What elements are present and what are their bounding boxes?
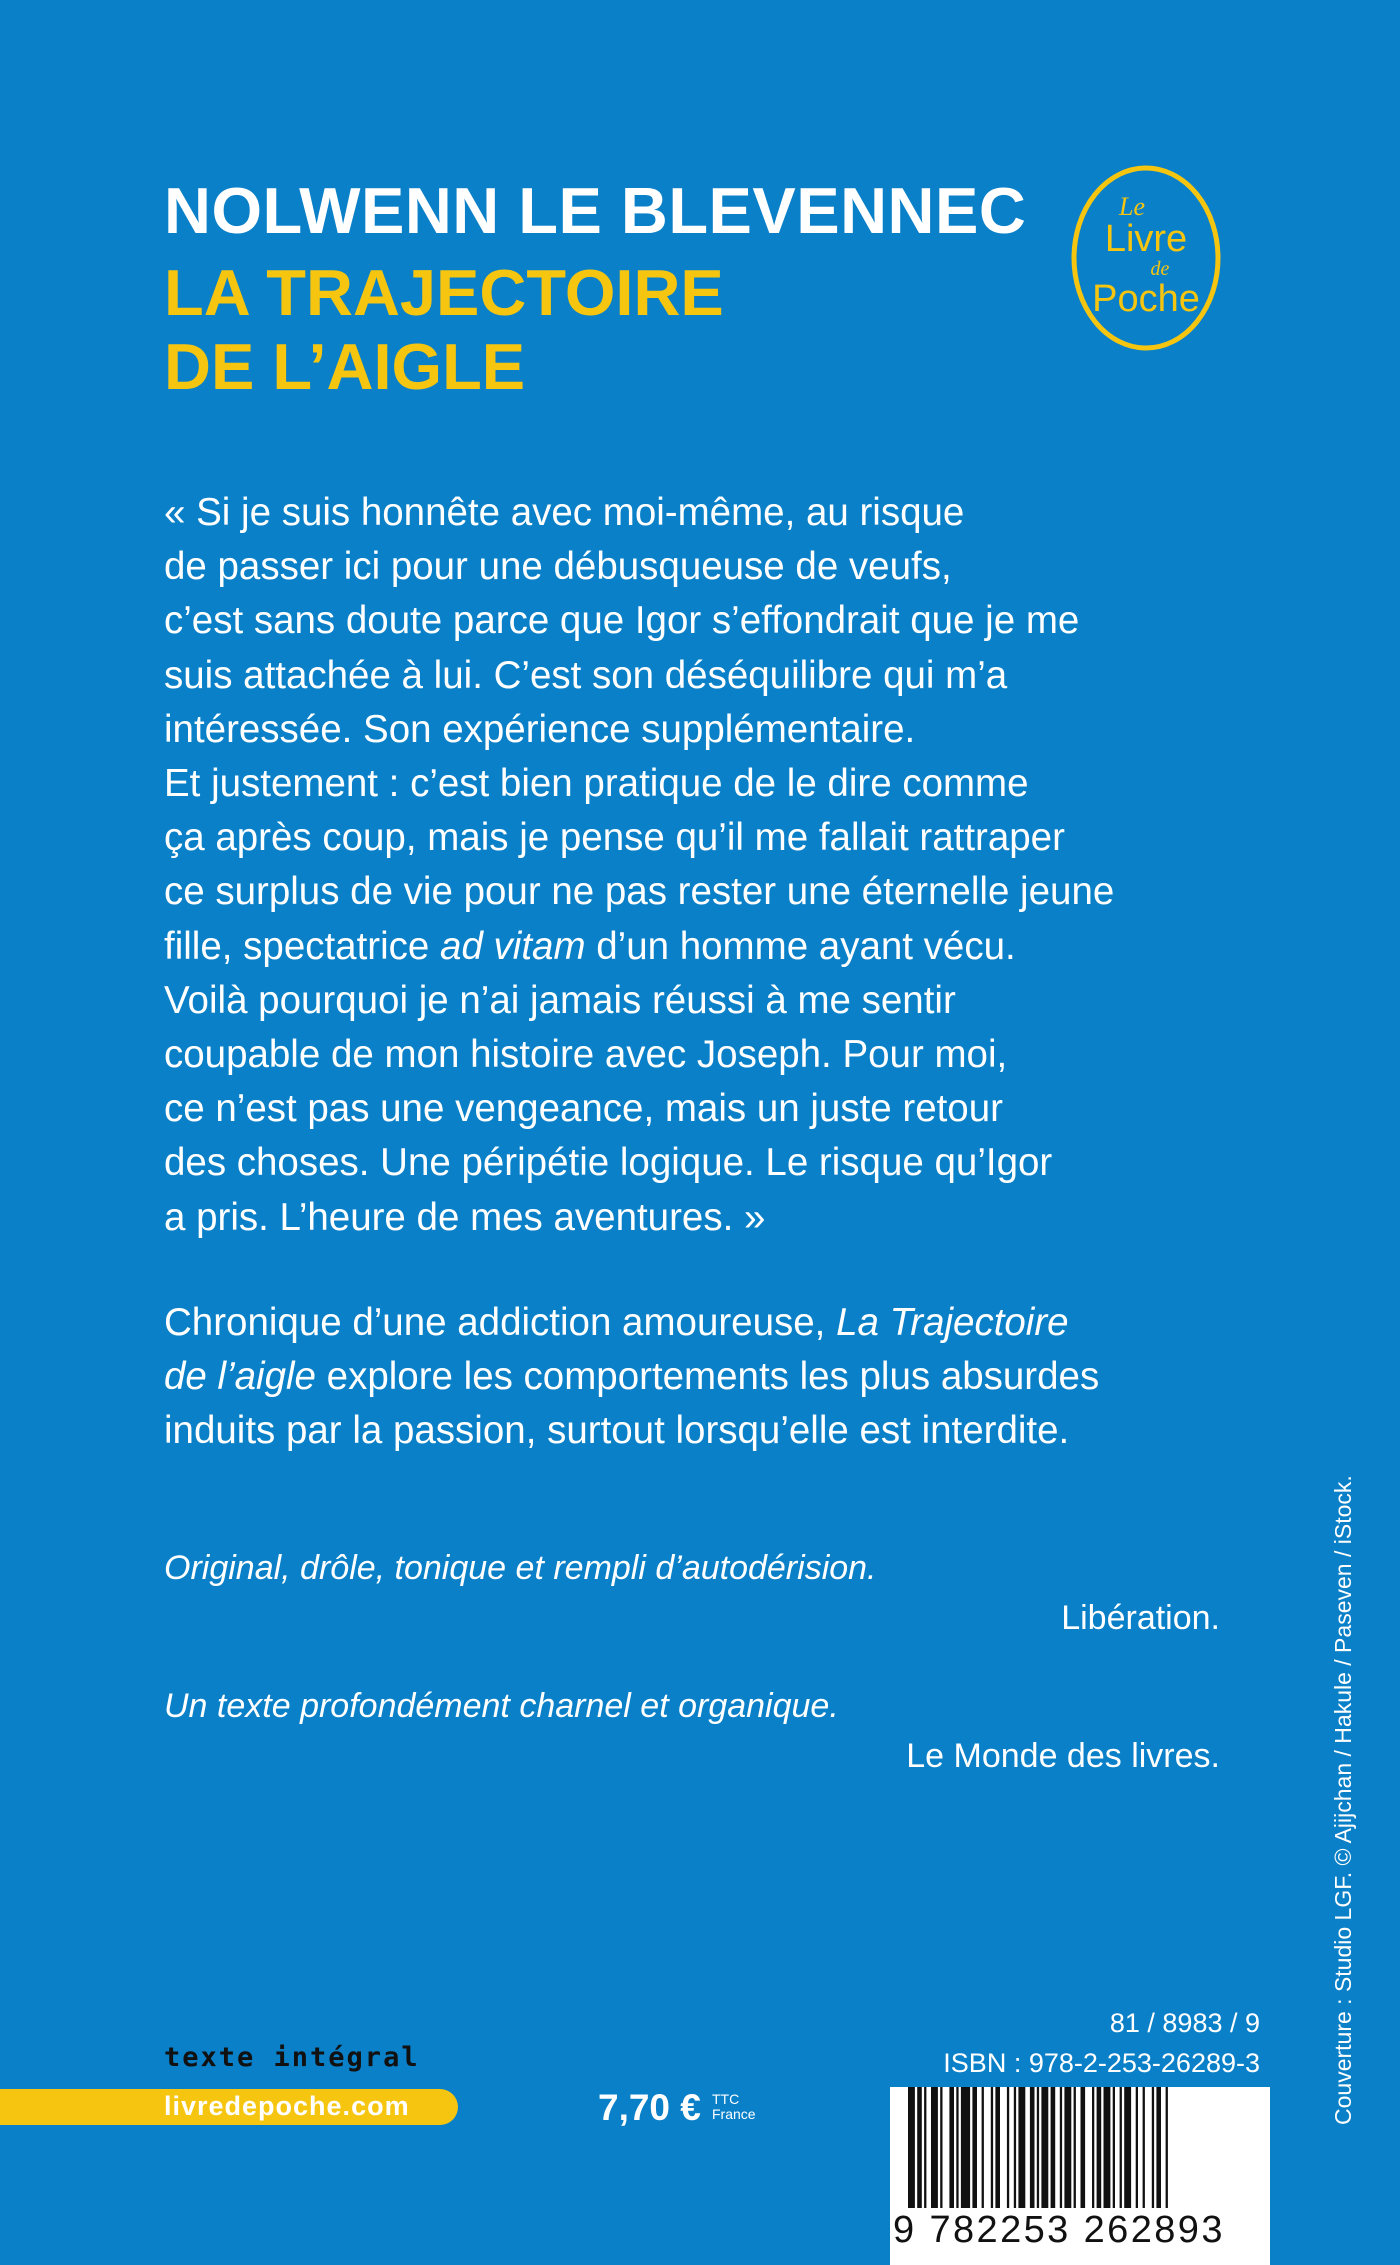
book-summary [164,1296,1244,1459]
summary-line [164,1350,1244,1404]
excerpt-line: « Si je suis honnête avec moi-même, au risque [164,491,965,534]
barcode-bar [1124,2087,1131,2217]
barcode-bar [956,2087,958,2217]
price-note-country: France [712,2106,756,2122]
review-quote: Original, drôle, tonique et rempli d’autodérision. [164,1549,877,1587]
barcode-bar [917,2087,922,2217]
summary-text: explore les comportements les plus absurdes [315,1355,1100,1399]
price-note-ttc: TTC [712,2091,740,2107]
cover-credits: Couverture : Studio LGF. © Ajijchan / Hakule / Paseven / iStock. [1330,1475,1356,2125]
excerpt-italic: ad vitam [440,924,586,968]
barcode-bar [1104,2087,1111,2217]
logo-poche: Poche [1092,278,1200,320]
excerpt-line: ce surplus de vie pour ne pas rester une éternelle jeune [164,870,1115,914]
review-source: Le Monde des livres. [906,1737,1220,1775]
barcode-bar [961,2087,970,2217]
barcode-bar [1041,2087,1048,2217]
barcode-bar [1166,2087,1168,2217]
barcode-bar [924,2087,926,2217]
book-codes [943,2003,1260,2083]
excerpt-line: Voilà pourquoi je n’ai jamais réussi à me sentir [164,978,956,1022]
logo-le: Le [1119,192,1145,221]
website-link[interactable]: livredepoche.com [164,2091,410,2121]
excerpt-line: des choses. Une péripétie logique. Le risque qu’Igor [164,1141,1053,1185]
review-2 [164,1684,1220,1778]
barcode-bar [1051,2087,1056,2217]
publisher-logo [1070,163,1222,353]
excerpt-line: suis attachée à lui. C’est son déséquilibre qui m’a [164,653,1008,697]
barcode-bar [982,2087,984,2217]
review-quote: Un texte profondément charnel et organique. [164,1687,839,1725]
barcode-bar [949,2087,954,2217]
barcode-bar [1074,2087,1076,2217]
barcode-bar [940,2087,942,2217]
barcode-bar [1113,2087,1115,2217]
reference-number: 81 / 8983 / 9 [1109,2008,1260,2038]
excerpt-text: d’un homme ayant vécu. [585,924,1016,968]
barcode-bars [890,2087,1270,2217]
barcode-bar [991,2087,993,2217]
barcode-bar [1064,2087,1071,2217]
barcode-digits: 9 782253 262893 [893,2208,1265,2252]
excerpt-line: intéressée. Son expérience supplémentaire. [164,707,916,751]
integral-text-label: texte intégral [164,2042,420,2073]
barcode-bar [1018,2087,1025,2217]
excerpt-line: c’est sans doute parce que Igor s’effondrait que je me [164,599,1080,643]
barcode-bar [1120,2087,1122,2217]
barcode-bar [1030,2087,1035,2217]
review-source: Libération. [1061,1599,1220,1637]
title-line-2: DE L’AIGLE [164,330,526,403]
excerpt-line: Et justement : c’est bien pratique de le dire comme [164,762,1029,806]
book-excerpt [164,486,1244,1245]
excerpt-line: ce n’est pas une vengeance, mais un juste retour [164,1087,1003,1131]
excerpt-line: coupable de mon histoire avec Joseph. Pour moi, [164,1033,1008,1077]
barcode-bar [1007,2087,1009,2217]
barcode-bar [995,2087,1000,2217]
excerpt-line: a pris. L’heure de mes aventures. » [164,1195,766,1239]
barcode-bar [1156,2087,1161,2217]
book-title [164,256,724,404]
barcode-bar [1037,2087,1039,2217]
barcode-bar [972,2087,977,2217]
barcode-bar [1092,2087,1094,2217]
logo-livre: Livre [1104,218,1188,260]
barcode-bar [1152,2087,1154,2217]
isbn: ISBN : 978-2-253-26289-3 [943,2048,1260,2078]
barcode-bar [908,2087,915,2217]
review-1 [164,1546,1220,1640]
summary-text: Chronique d’une addiction amoureuse, [164,1301,837,1344]
excerpt-text: fille, spectatrice [164,924,441,968]
summary-line: induits par la passion, surtout lorsqu’elle est interdite. [164,1409,1070,1453]
barcode-bar [1014,2087,1016,2217]
barcode-bar [1143,2087,1145,2217]
price-note [712,2092,756,2122]
barcode-bar [1136,2087,1138,2217]
summary-italic: La Trajectoire [836,1301,1069,1344]
price: 7,70 € [598,2087,701,2128]
logo-de: de [1150,258,1170,280]
title-line-1: LA TRAJECTOIRE [164,256,724,329]
excerpt-line: ça après coup, mais je pense qu’il me fallait rattraper [164,816,1065,860]
excerpt-line: de passer ici pour une débusqueuse de veufs, [164,545,952,589]
excerpt-line [164,920,1244,974]
barcode-bar [1097,2087,1102,2217]
author-name: NOLWENN LE BLEVENNEC [164,174,1027,247]
summary-line [164,1296,1244,1350]
barcode-bar [1081,2087,1086,2217]
barcode-bar [1060,2087,1062,2217]
barcode-bar [931,2087,938,2217]
summary-italic: de l’aigle [164,1355,316,1399]
